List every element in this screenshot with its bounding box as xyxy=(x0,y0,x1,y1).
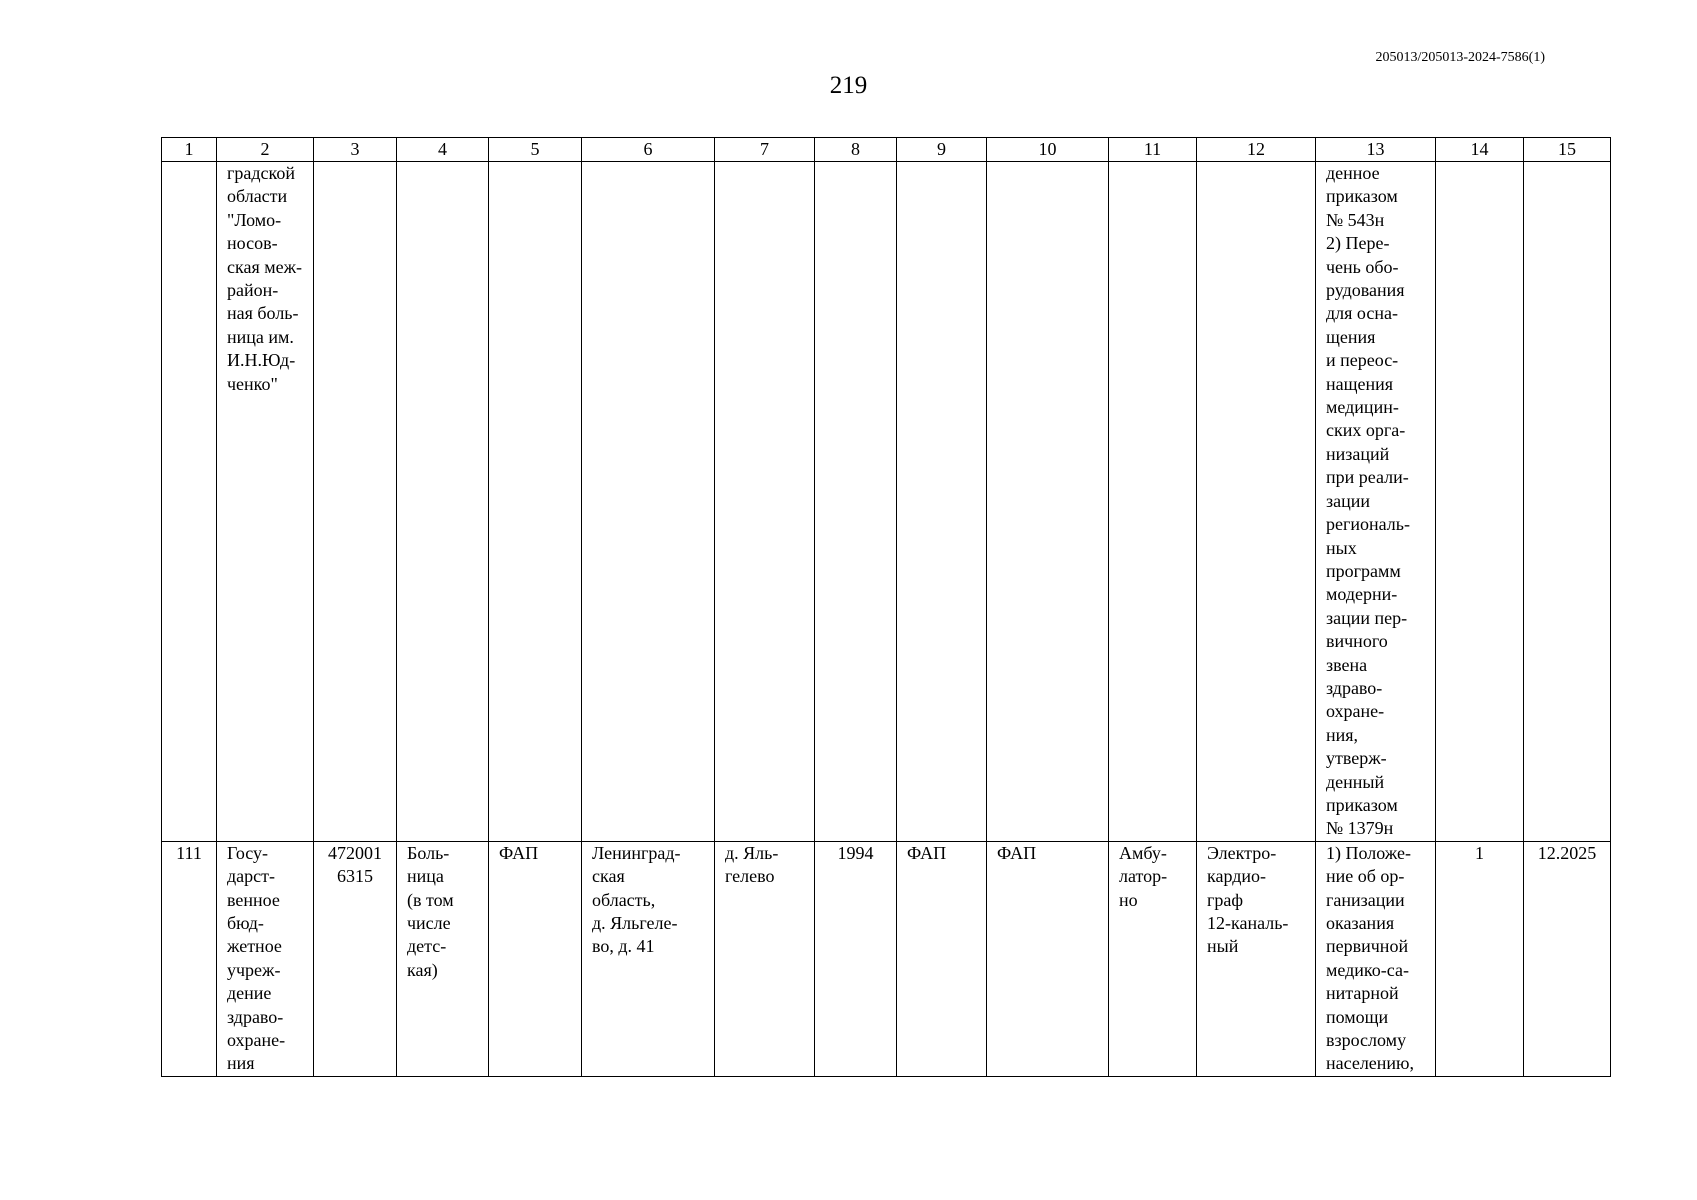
column-header-3: 3 xyxy=(314,138,397,162)
cell-year: 1994 xyxy=(815,841,897,1076)
cell-settlement: д. Яль- гелево xyxy=(715,841,815,1076)
cell-year xyxy=(815,162,897,842)
column-header-10: 10 xyxy=(987,138,1109,162)
column-header-15: 15 xyxy=(1524,138,1611,162)
cell-quantity: 1 xyxy=(1436,841,1524,1076)
column-header-1: 1 xyxy=(162,138,217,162)
equipment-table xyxy=(161,137,1611,1077)
cell-col-10: ФАП xyxy=(987,841,1109,1076)
column-header-2: 2 xyxy=(217,138,314,162)
cell-col-9 xyxy=(897,162,987,842)
cell-institution: Госу- дарст- венное бюд- жетное учреж- дение здраво- охране- ния xyxy=(217,841,314,1076)
cell-settlement xyxy=(715,162,815,842)
cell-inn: 472001 6315 xyxy=(314,841,397,1076)
cell-address: Ленинград- ская область, д. Яльгеле- во, д. 41 xyxy=(582,841,715,1076)
cell-col-10 xyxy=(987,162,1109,842)
cell-address xyxy=(582,162,715,842)
column-header-12: 12 xyxy=(1197,138,1316,162)
column-header-8: 8 xyxy=(815,138,897,162)
column-header-11: 11 xyxy=(1109,138,1197,162)
cell-col-9: ФАП xyxy=(897,841,987,1076)
cell-inn xyxy=(314,162,397,842)
column-header-13: 13 xyxy=(1316,138,1436,162)
column-header-7: 7 xyxy=(715,138,815,162)
cell-equipment xyxy=(1197,162,1316,842)
cell-regulation: денное приказом № 543н 2) Пере- чень обо- рудования для осна- щения и переос- нащения медицин- ских орга- низаций при реали- зации региональ- ных программ модерни- зации пер- вичного звена здраво- охране- ния, утверж- денный приказом № 1379н xyxy=(1316,162,1436,842)
column-number-row xyxy=(162,138,1611,162)
cell-facility-type: Боль- ница (в том числе детс- кая) xyxy=(397,841,489,1076)
cell-care-form xyxy=(1109,162,1197,842)
cell-date xyxy=(1524,162,1611,842)
cell-quantity xyxy=(1436,162,1524,842)
column-header-6: 6 xyxy=(582,138,715,162)
table-row-111 xyxy=(162,841,1611,1076)
column-header-9: 9 xyxy=(897,138,987,162)
table-row-continuation xyxy=(162,162,1611,842)
cell-unit-type: ФАП xyxy=(489,841,582,1076)
column-header-4: 4 xyxy=(397,138,489,162)
cell-unit-type xyxy=(489,162,582,842)
column-header-5: 5 xyxy=(489,138,582,162)
cell-regulation: 1) Положе- ние об ор- ганизации оказания первичной медико-са- нитарной помощи взрослому населению, xyxy=(1316,841,1436,1076)
column-header-14: 14 xyxy=(1436,138,1524,162)
page-number: 219 xyxy=(829,72,868,99)
cell-date: 12.2025 xyxy=(1524,841,1611,1076)
cell-row-number: 111 xyxy=(162,841,217,1076)
cell-equipment: Электро- кардио- граф 12-каналь- ный xyxy=(1197,841,1316,1076)
document-id: 205013/205013-2024-7586(1) xyxy=(1375,50,1545,65)
cell-care-form: Амбу- латор- но xyxy=(1109,841,1197,1076)
cell-facility-type xyxy=(397,162,489,842)
cell-institution: градской области "Ломо- носов- ская меж- район- ная боль- ница им. И.Н.Юд- ченко" xyxy=(217,162,314,842)
cell-row-number xyxy=(162,162,217,842)
